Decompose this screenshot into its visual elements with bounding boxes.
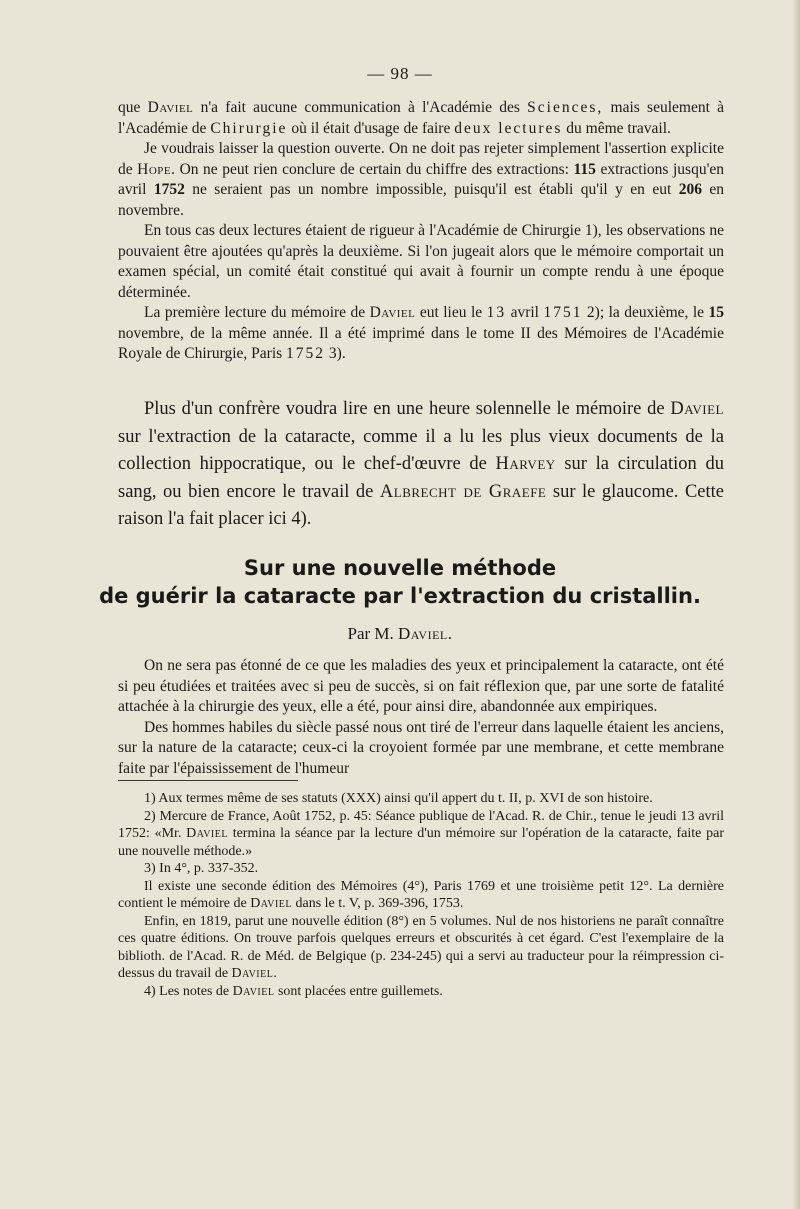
intro-paragraph: que Daviel n'a fait aucune communication à l'Académie des Sciences, mais seulement à l'Académie de Chirurgie où il était d'usage de faire deux lectures du même travail. [118,99,724,137]
dedication-block [118,396,724,534]
footnote-1: 1) Aux termes même de ses statuts (XXX) ainsi qu'il appert du t. II, p. XVI de son histoire. [144,791,653,806]
footnote-3-editions: Il existe une seconde édition des Mémoires (4°), Paris 1769 et une troisième petit 12°. La dernière contient le mémoire de Daviel dans le t. V, p. 369-396, 1753. [118,878,724,911]
footnote-4: 4) Les notes de Daviel sont placées entre guillemets. [144,983,443,999]
paragraph-first-reading: La première lecture du mémoire de Daviel eut lieu le 13 avril 1751 2); la deuxième, le 15 novembre, de la même année. Il a été imprimé dans le tome II des Mémoires de l'Académie Royale de Chirurgie, Paris 1752 3). [118,304,724,362]
byline-author: Daviel. [398,624,453,643]
footnotes [118,790,724,1000]
paragraph-confrere: Plus d'un confrère voudra lire en une heure solennelle le mémoire de Daviel sur l'extraction de la cataracte, comme il a lu les plus vieux documents de la collection hippocratique, ou le chef-d'œuvre de Harvey sur la circulation du sang, ou bien encore le travail de Albrecht de Graefe sur le glaucome. Cette raison l'a fait placer ici 4). [118,399,724,529]
article-body [118,656,724,779]
author-name: Daviel [147,99,194,116]
paragraph-lectures: En tous cas deux lectures étaient de rigueur à l'Académie de Chirurgie 1), les observations ne pouvaient être ajoutées qu'après la deuxième. Si l'on jugeait alors que le mémoire comportait un examen spécial, un comité était constitué qui avait à fournir un compte rendu à une époque déterminée. [118,222,724,301]
byline: Par M. Daviel. [347,624,453,643]
page-number: — 98 — [367,64,433,83]
paragraph-maladies: On ne sera pas étonné de ce que les maladies des yeux et principalement la cataracte, ont été si peu étudiées et traitées avec si peu de succès, si on fait réflexion que, par une sorte de fatalité attachée à la chirurgie des yeux, elle a été, pour ainsi dire, abandonnée aux empiriques. [118,657,724,715]
paragraph-hope: Je voudrais laisser la question ouverte. On ne doit pas rejeter simplement l'assertion explicite de Hope. On ne peut rien conclure de certain du chiffre des extractions: 115 extractions jusqu'en avril 1752 ne seraient pas un nombre impossible, puisqu'il est établi qu'il y en eut 206 en novembre. [118,140,724,219]
intro-block [118,98,724,365]
article-title-line2: de guérir la cataracte par l'extraction du cristallin. [99,584,701,608]
footnote-divider [118,780,298,781]
article-title-line1: Sur une nouvelle méthode [243,556,557,580]
footnote-3-reprint: Enfin, en 1819, parut une nouvelle édition (8°) en 5 volumes. Nul de nos historiens ne paraît connaître ces quatre éditions. On trouve parfois quelques erreurs et obscurités à cet égard. C'est l'exemplaire de la biblioth. de l'Acad. R. de Méd. de Belgique (p. 234-245) qui a servi au traducteur pour la réimpression ci-dessus du travail de Daviel. [118,913,724,981]
paragraph-hommes-habiles: Des hommes habiles du siècle passé nous ont tiré de l'erreur dans laquelle étaient les anciens, sur la nature de la cataracte; ceux-ci la croyoient formée par une membrane, et cette membrane faite par l'épaississement de l'humeur [118,718,724,777]
footnote-3: 3) In 4°, p. 337-352. [144,861,259,876]
footnote-2: 2) Mercure de France, Août 1752, p. 45: Séance publique de l'Acad. R. de Chir., tenue le jeudi 13 avril 1752: «Mr. Daviel termina la séance par la lecture d'un mémoire sur l'opération de la cataracte, faite par une nouvelle méthode.» [118,808,724,859]
